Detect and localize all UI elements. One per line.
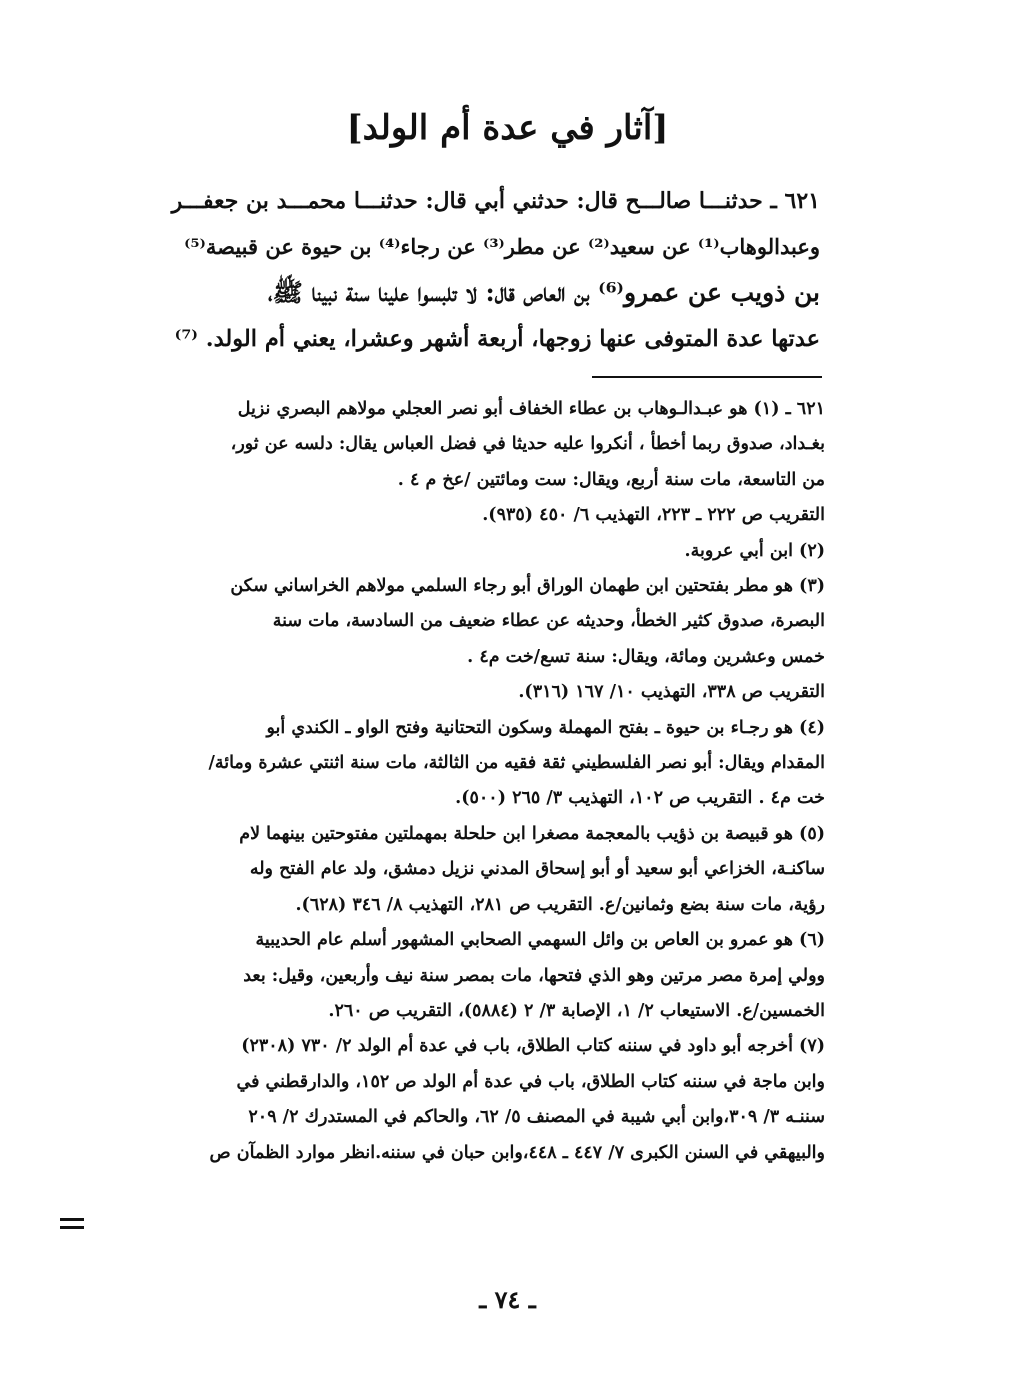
section-title: [آثار في عدة أم الولد] [346, 108, 669, 148]
footnote-line: (٧) أخرجه أبو داود في سننه كتاب الطلاق، باب في عدة أم الولد ٢/ ٧٣٠ (٢٣٠٨) [241, 1036, 825, 1057]
footnote-line: التقريب ص ٣٣٨، التهذيب ١٠/ ١٦٧ (٣١٦). [518, 682, 825, 703]
footnote-line: سننـه ٣/ ٣٠٩،وابن أبي شيبة في المصنف ٥/ ٦٢، والحاكم في المستدرك ٢/ ٢٠٩ [248, 1107, 825, 1128]
footnote-line: البصرة، صدوق كثير الخطأ، وحديثه عن عطاء ضعيف من السادسة، مات سنة [272, 611, 825, 632]
footnote-line: الخمسين/ع. الاستيعاب ٢/ ١، الإصابة ٣/ ٢ (٥٨٨٤)، التقريب ص ٢٦٠. [328, 1000, 825, 1021]
footnote-line: (٣) هو مطر بفتحتين ابن طهمان الوراق أبو رجاء السلمي مولاهم الخراساني سكن [230, 576, 825, 597]
footnote-line: (٤) هو رجـاء بن حيوة ـ بفتح المهملة وسكون التحتانية وفتح الواو ـ الكندي أبو [266, 717, 825, 738]
main-text [170, 178, 820, 362]
footnote-line: بغـداد، صدوق ربما أخطأ ، أنكروا عليه حديثا في فضل العباس يقال: دلسه عن ثور، [230, 434, 825, 455]
main-text-line: بن ذويب عن عمرو⁽⁶⁾ بن العاص قال: لا تلبسوا علينا سنة نبينا ﷺ، [267, 278, 820, 307]
main-text-line: عدتها عدة المتوفى عنها زوجها، أربعة أشهر وعشرا، يعني أم الولد. ⁽⁷⁾ [174, 326, 820, 352]
footnote-line: خمس وعشرين ومائة، ويقال: سنة تسع/خت م٤ . [467, 646, 825, 667]
footnote-line: من التاسعة، مات سنة أربع، ويقال: ست ومائتين /عخ م ٤ . [397, 469, 825, 490]
footnote-line: (٢) ابن أبي عروبة. [684, 540, 825, 561]
footnote-line: المقدام ويقال: أبو نصر الفلسطيني ثقة فقيه من الثالثة، مات سنة اثنتي عشرة ومائة/ [208, 753, 825, 774]
footnote-line: رؤية، مات سنة بضع وثمانين/ع. التقريب ص ٢٨١، التهذيب ٨/ ٣٤٦ (٦٢٨). [295, 894, 825, 915]
footnote-line: (٦) هو عمرو بن العاص بن وائل السهمي الصحابي المشهور أسلم عام الحديبية [255, 930, 825, 951]
main-text-line: وعبدالوهاب⁽¹⁾ عن سعيد⁽²⁾ عن مطر⁽³⁾ عن رجاء⁽⁴⁾ بن حيوة عن قبيصة⁽⁵⁾ [184, 234, 820, 259]
footnote-line: التقريب ص ٢٢٢ ـ ٢٢٣، التهذيب ٦/ ٤٥٠ (٩٣٥). [482, 505, 825, 526]
main-text-line: ٦٢١ ـ حدثنـــا صالـــح قال: حدثني أبي قال: حدثنـــا محمـــد بن جعفـــر [171, 188, 820, 214]
footnote-line: والبيهقي في السنن الكبرى ٧/ ٤٤٧ ـ ٤٤٨،وابن حبان في سننه.انظر موارد الظمآن ص [209, 1142, 825, 1163]
footnote-line: وولي إمرة مصر مرتين وهو الذي فتحها، مات بمصر سنة نيف وأربعين، وقيل: بعد [243, 965, 825, 986]
continuation-mark [60, 1218, 84, 1234]
footnote-line: ٦٢١ ـ (١) هو عبـدالـوهاب بن عطاء الخفاف أبو نصر العجلي مولاهم البصري نزيل [237, 399, 825, 419]
footnote-line: (٥) هو قبيصة بن ذؤيب بالمعجمة مصغرا ابن حلحلة بمهملتين مفتوحتين بينهما لام [239, 823, 825, 844]
footnotes [100, 392, 825, 1171]
footnote-line: وابن ماجة في سننه كتاب الطلاق، باب في عدة أم الولد ص ١٥٢، والدارقطني في [236, 1071, 825, 1092]
page-number: ـ ٧٤ ـ [479, 1285, 536, 1314]
footnote-divider [592, 376, 822, 378]
footnote-line: ساكنـة، الخزاعي أبو سعيد أو أبو إسحاق المدني نزيل دمشق، ولد عام الفتح وله [249, 859, 825, 880]
footnote-line: خت م٤ . التقريب ص ١٠٢، التهذيب ٣/ ٢٦٥ (٥٠٠). [455, 788, 825, 809]
